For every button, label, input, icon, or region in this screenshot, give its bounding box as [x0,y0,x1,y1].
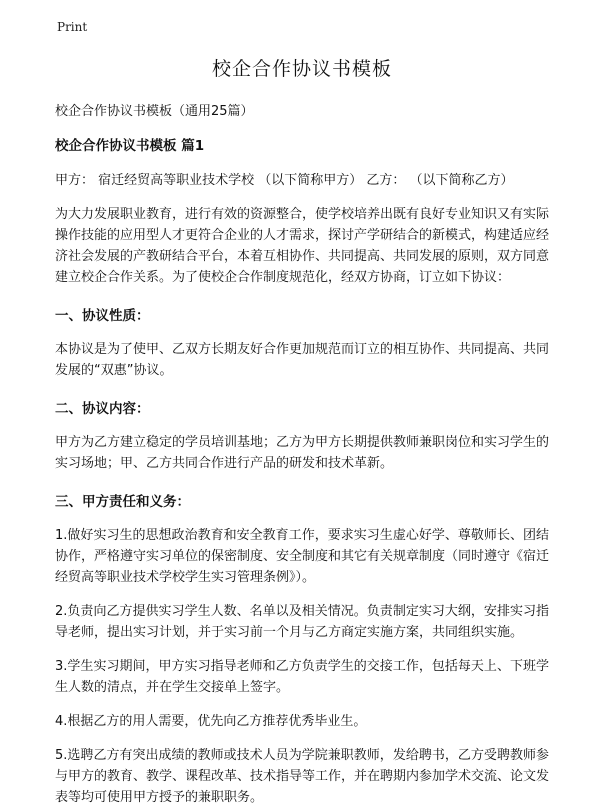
document [55,48,549,808]
section-title: 校企合作协议书模板 篇1 [55,138,205,154]
print-link[interactable]: Print [57,20,88,34]
document-title: 校企合作协议书模板 [211,58,392,80]
heading-duties: 三、甲方责任和义务： [55,494,190,510]
parties-line: 甲方： 宿迁经贸高等职业技术学校 （以下简称甲方） 乙方： （以下简称乙方） [55,173,514,188]
heading-content: 二、协议内容： [55,401,150,417]
duty-item-5: 5.选聘乙方有突出成绩的教师或技术人员为学院兼职教师，发给聘书，乙方受聘教师参与甲方的教育、教学、课程改革、技术指导等工作，并在聘期内参加学术交流、论文发表等均可使用甲方授予的兼职职务。 [55,748,550,805]
document-subtitle: 校企合作协议书模板（通用25篇） [55,104,254,119]
intro-paragraph: 为大力发展职业教育，进行有效的资源整合，使学校培养出既有良好专业知识又有实际操作技能的应用型人才更符合企业的人才需求，探讨产学研结合的新模式，构建适应经济社会发展的产教研结合平台，本着互相协作、共同提高、共同发展的原则，双方同意建立校企合作关系。为了使校企合作制度规范化，经双方协商，订立如下协议： [55,207,550,285]
content-paragraph: 甲方为乙方建立稳定的学员培训基地；乙方为甲方长期提供教师兼职岗位和实习学生的实习场地；甲、乙方共同合作进行产品的研发和技术革新。 [55,435,550,471]
duty-item-3: 3.学生实习期间，甲方实习指导老师和乙方负责学生的交接工作，包括每天上、下班学生人数的清点，并在学生交接单上签字。 [55,659,549,695]
duty-item-2: 2.负责向乙方提供实习学生人数、名单以及相关情况。负责制定实习大纲，安排实习指导老师，提出实习计划，并于实习前一个月与乙方商定实施方案，共同组织实施。 [55,604,549,640]
nature-paragraph: 本协议是为了使甲、乙双方长期友好合作更加规范而订立的相互协作、共同提高、共同发展的“双惠”协议。 [55,342,550,378]
duty-item-1: 1.做好实习生的思想政治教育和安全教育工作，要求实习生虚心好学、尊敬师长、团结协作，严格遵守实习单位的保密制度、安全制度和其它有关规章制度（同时遵守《宿迁经贸高等职业技术学校学生实习管理条例》）。 [55,528,550,585]
heading-nature: 一、协议性质： [55,308,150,324]
duty-item-4: 4.根据乙方的用人需要，优先向乙方推荐优秀毕业生。 [55,714,367,729]
